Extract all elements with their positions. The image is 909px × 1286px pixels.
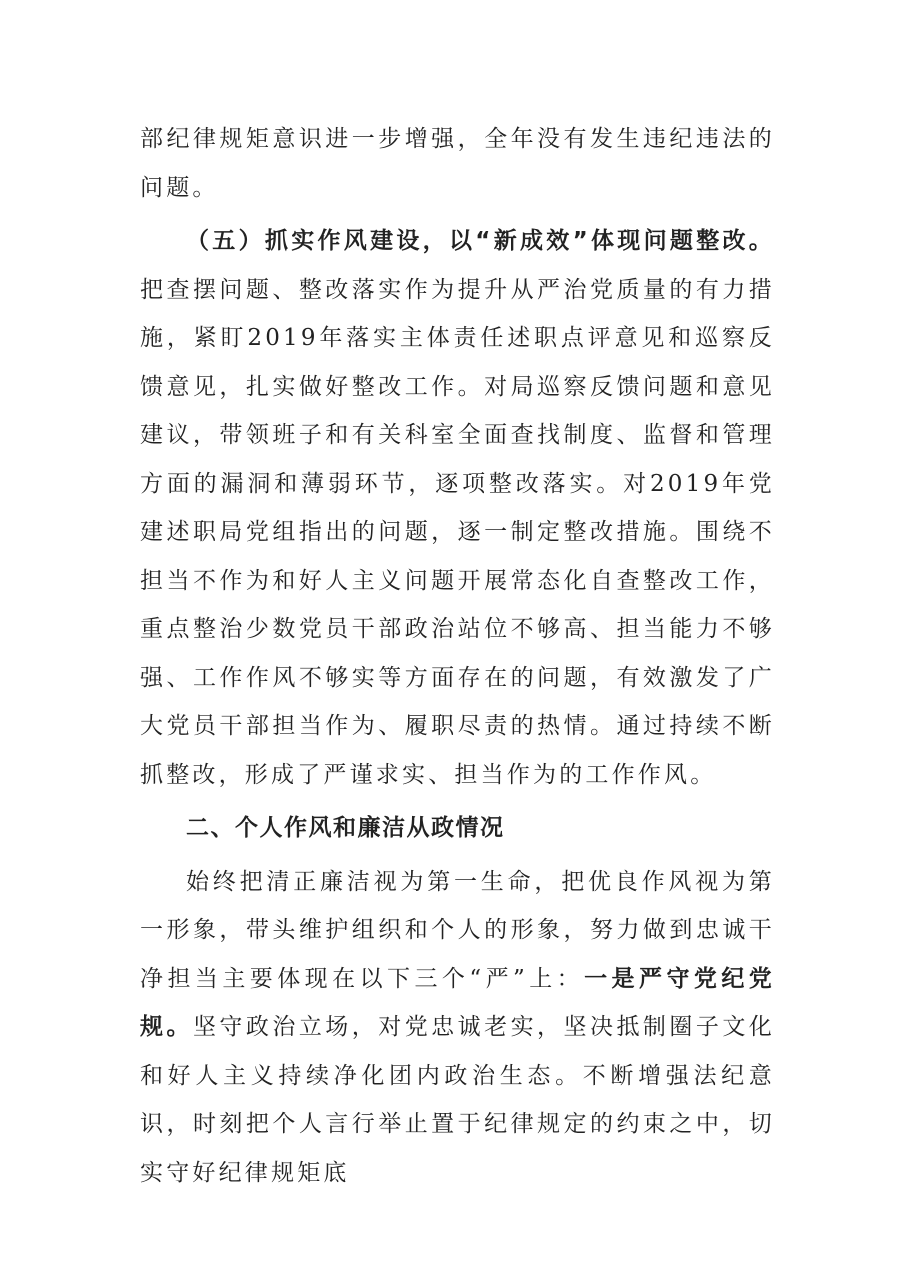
integrity-bold-point: 一是严守党纪党规。 [140, 965, 775, 1040]
paragraph-continuation [140, 115, 775, 212]
paragraph-text: 部纪律规矩意识进一步增强，全年没有发生违纪违法的问题。 [140, 126, 775, 201]
document-body [140, 115, 775, 1197]
paragraph-section-five [140, 217, 775, 799]
integrity-text-rest: 坚守政治立场，对党忠诚老实，坚决抵制圈子文化和好人主义持续净化团内政治生态。不断增强法纪意识，时刻把个人言行举止置于纪律规定的约束之中，切实守好纪律规矩底 [140, 1014, 776, 1186]
section-five-text: 把查摆问题、整改落实作为提升从严治党质量的有力措施，紧盯2019年落实主体责任述职点评意见和巡察反馈意见，扎实做好整改工作。对局巡察反馈问题和意见建议，带领班子和有关科室全面查找制度、监督和管理方面的漏洞和薄弱环节，逐项整改落实。对2019年党建述职局党组指出的问题，逐一制定整改措施。围绕不担当不作为和好人主义问题开展常态化自查整改工作，重点整治少数党员干部政治站位不够高、担当能力不够强、工作作风不够实等方面存在的问题，有效激发了广大党员干部担当作为、履职尽责的热情。通过持续不断抓整改，形成了严谨求实、担当作为的工作作风。 [140, 276, 775, 788]
section-two-title: 二、个人作风和廉洁从政情况 [186, 815, 505, 841]
section-five-heading: （五）抓实作风建设，以“新成效”体现问题整改。 [186, 228, 775, 254]
paragraph-integrity [140, 858, 775, 1198]
section-heading-two [140, 804, 775, 853]
integrity-text-lead: 始终把清正廉洁视为第一生命，把优良作风视为第一形象，带头维护组织和个人的形象，努力做到忠诚干净担当主要体现在以下三个“严”上： [140, 868, 775, 992]
